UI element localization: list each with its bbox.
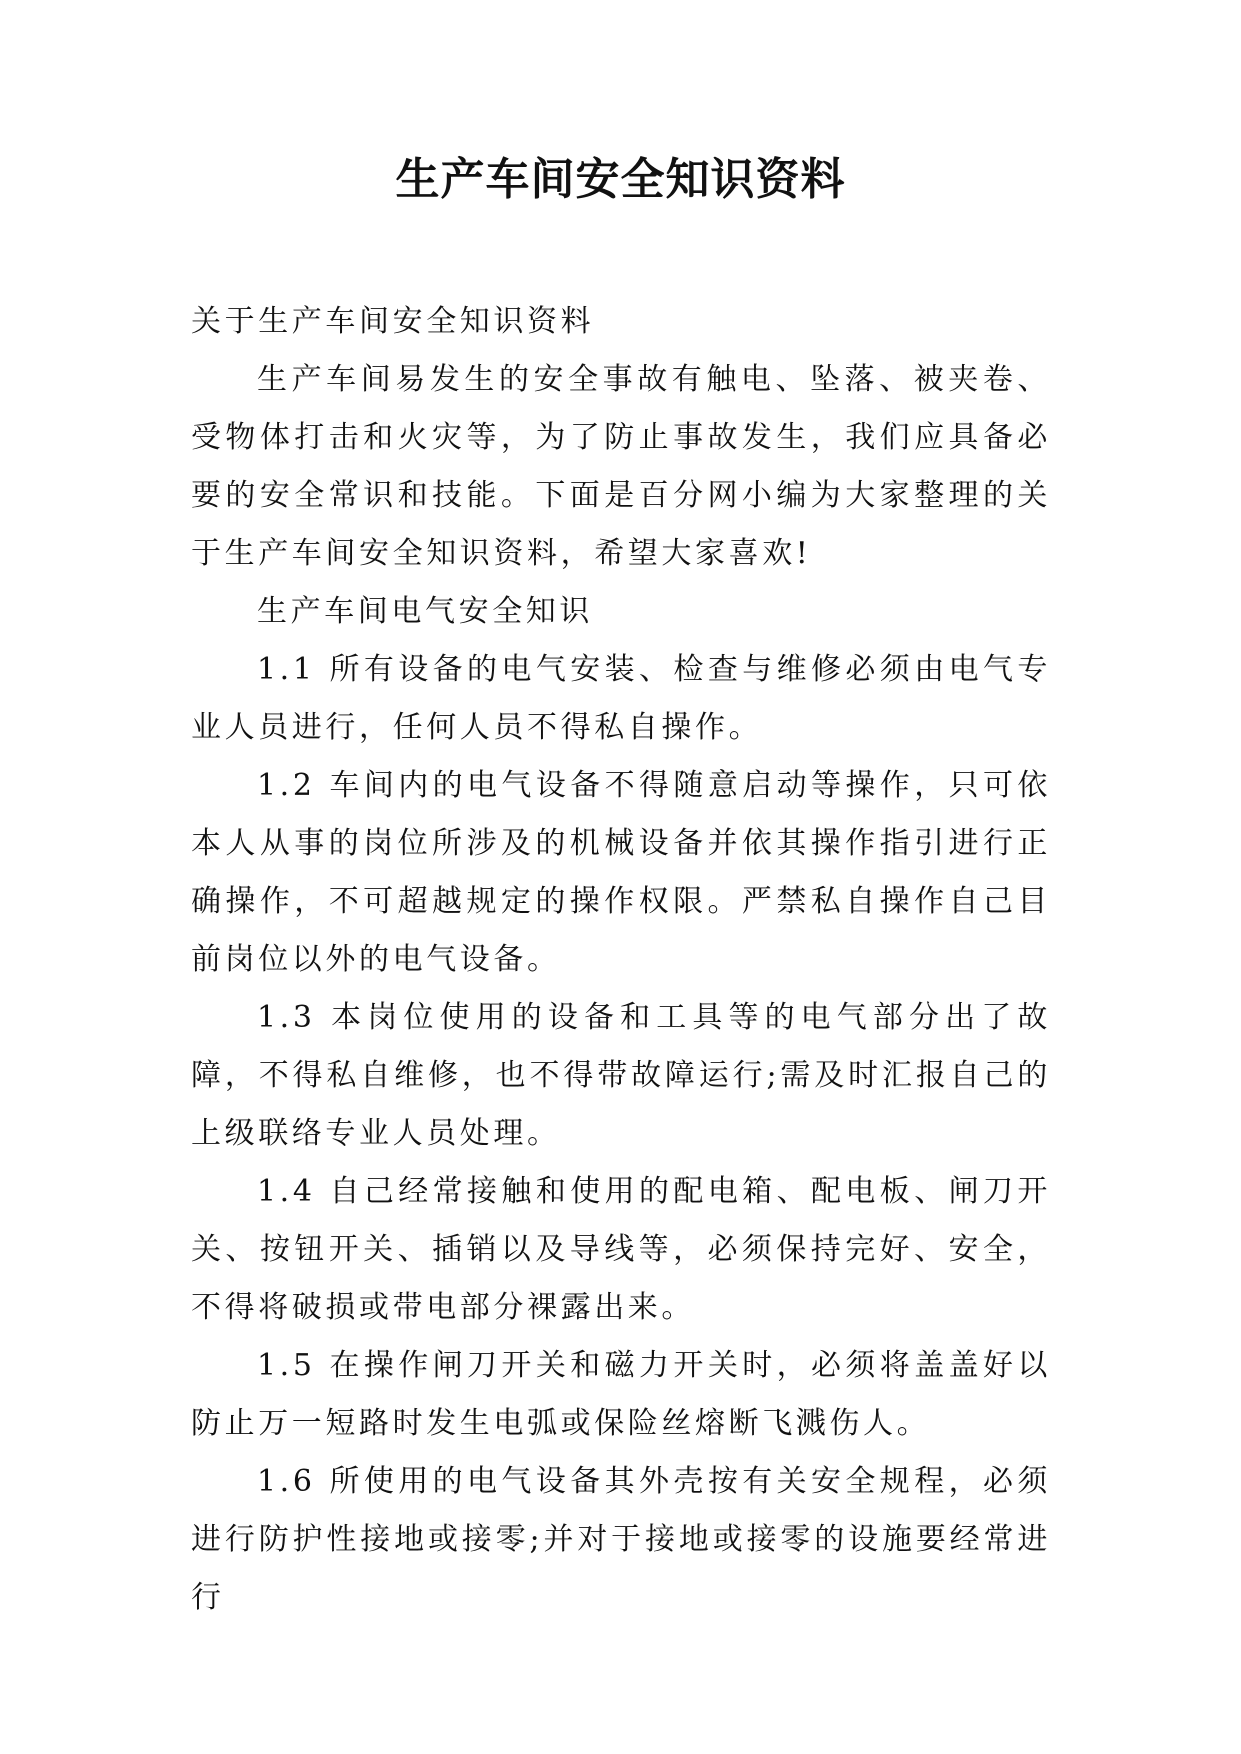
- paragraph-item-1-3: 1.3 本岗位使用的设备和工具等的电气部分出了故障，不得私自维修，也不得带故障运行;需及时汇报自己的上级联络专业人员处理。: [191, 1000, 1051, 1151]
- document-title: 生产车间安全知识资料: [395, 154, 846, 205]
- document-body: [191, 293, 1051, 1627]
- paragraph-item-1-4: 1.4 自己经常接触和使用的配电箱、配电板、闸刀开关、按钮开关、插销以及导线等，必须保持完好、安全，不得将破损或带电部分裸露出来。: [191, 1174, 1051, 1325]
- paragraph-subtitle: 关于生产车间安全知识资料: [191, 304, 595, 339]
- section-heading-electrical-safety: 生产车间电气安全知识: [257, 594, 593, 629]
- paragraph-item-1-5: 1.5 在操作闸刀开关和磁力开关时，必须将盖盖好以防止万一短路时发生电弧或保险丝熔断飞溅伤人。: [191, 1348, 1051, 1441]
- paragraph-item-1-2: 1.2 车间内的电气设备不得随意启动等操作，只可依本人从事的岗位所涉及的机械设备并依其操作指引进行正确操作，不可超越规定的操作权限。严禁私自操作自己目前岗位以外的电气设备。: [191, 768, 1051, 977]
- paragraph-item-1-1: 1.1 所有设备的电气安装、检查与维修必须由电气专业人员进行，任何人员不得私自操作。: [191, 652, 1051, 745]
- paragraph-intro: 生产车间易发生的安全事故有触电、坠落、被夹卷、受物体打击和火灾等，为了防止事故发生，我们应具备必要的安全常识和技能。下面是百分网小编为大家整理的关于生产车间安全知识资料，希望大家喜欢!: [191, 362, 1051, 571]
- paragraph-item-1-6: 1.6 所使用的电气设备其外壳按有关安全规程，必须进行防护性接地或接零;并对于接地或接零的设施要经常进行: [191, 1464, 1051, 1615]
